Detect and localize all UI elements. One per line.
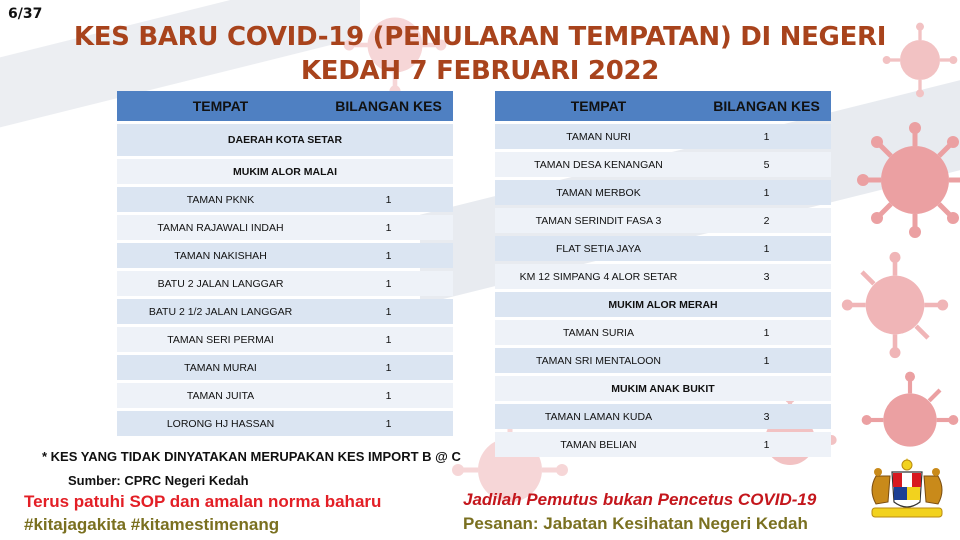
section-label: MUKIM ALOR MERAH xyxy=(495,292,831,317)
place-cell: BATU 2 JALAN LANGGAR xyxy=(117,271,324,296)
table-row xyxy=(495,236,831,261)
table-row xyxy=(495,432,831,457)
section-label: MUKIM ALOR MALAI xyxy=(117,159,453,184)
case-count-cell: 1 xyxy=(324,299,453,324)
footer-left-sop: Terus patuhi SOP dan amalan norma baharu xyxy=(24,492,382,511)
place-cell: LORONG HJ HASSAN xyxy=(117,411,324,436)
footer-left-hashtags: #kitajagakita #kitamestimenang xyxy=(24,515,280,534)
table-row xyxy=(495,348,831,373)
case-count-cell: 3 xyxy=(702,264,831,289)
left-cases-table xyxy=(117,88,453,439)
table-row xyxy=(117,383,453,408)
place-cell: TAMAN BELIAN xyxy=(495,432,702,457)
table-row xyxy=(117,243,453,268)
source-note: Sumber: CPRC Negeri Kedah xyxy=(68,473,249,488)
section-row xyxy=(495,292,831,317)
case-count-cell: 1 xyxy=(324,215,453,240)
place-cell: TAMAN MURAI xyxy=(117,355,324,380)
place-cell: TAMAN LAMAN KUDA xyxy=(495,404,702,429)
case-count-cell: 1 xyxy=(702,124,831,149)
case-count-cell: 1 xyxy=(324,411,453,436)
virus-icon xyxy=(855,120,960,240)
case-count-cell: 5 xyxy=(702,152,831,177)
place-cell: TAMAN RAJAWALI INDAH xyxy=(117,215,324,240)
right-cases-table xyxy=(495,88,831,460)
table-row xyxy=(495,180,831,205)
place-cell: TAMAN SERINDIT FASA 3 xyxy=(495,208,702,233)
footer-right-message: Pesanan: Jabatan Kesihatan Negeri Kedah xyxy=(463,514,808,533)
case-count-cell: 1 xyxy=(324,187,453,212)
place-cell: TAMAN NAKISHAH xyxy=(117,243,324,268)
table-row xyxy=(495,124,831,149)
page-title-date: KEDAH 7 FEBRUARI 2022 xyxy=(300,56,660,86)
case-count-cell: 1 xyxy=(702,180,831,205)
table-row xyxy=(117,327,453,352)
place-cell: TAMAN MERBOK xyxy=(495,180,702,205)
table-row xyxy=(495,264,831,289)
place-cell: FLAT SETIA JAYA xyxy=(495,236,702,261)
place-cell: TAMAN SURIA xyxy=(495,320,702,345)
coat-of-arms-icon xyxy=(862,456,952,522)
column-header-place: TEMPAT xyxy=(495,91,702,121)
column-header-count: BILANGAN KES xyxy=(702,91,831,121)
place-cell: TAMAN SRI MENTALOON xyxy=(495,348,702,373)
case-count-cell: 1 xyxy=(324,383,453,408)
case-count-cell: 1 xyxy=(702,348,831,373)
case-count-cell: 1 xyxy=(324,327,453,352)
case-count-cell: 1 xyxy=(702,432,831,457)
place-cell: TAMAN SERI PERMAI xyxy=(117,327,324,352)
section-row xyxy=(117,124,453,156)
import-case-note: * KES YANG TIDAK DINYATAKAN MERUPAKAN KES IMPORT B @ C xyxy=(42,449,461,464)
place-cell: TAMAN NURI xyxy=(495,124,702,149)
case-count-cell: 3 xyxy=(702,404,831,429)
page-title: KES BARU COVID-19 (PENULARAN TEMPATAN) DI NEGERI xyxy=(73,22,887,52)
case-count-cell: 1 xyxy=(702,320,831,345)
table-row xyxy=(117,187,453,212)
place-cell: TAMAN DESA KENANGAN xyxy=(495,152,702,177)
case-count-cell: 1 xyxy=(702,236,831,261)
column-header-count: BILANGAN KES xyxy=(324,91,453,121)
place-cell: KM 12 SIMPANG 4 ALOR SETAR xyxy=(495,264,702,289)
place-cell: TAMAN PKNK xyxy=(117,187,324,212)
table-row xyxy=(117,215,453,240)
section-row xyxy=(117,159,453,184)
section-label: DAERAH KOTA SETAR xyxy=(117,124,453,156)
table-row xyxy=(117,271,453,296)
place-cell: TAMAN JUITA xyxy=(117,383,324,408)
table-row xyxy=(117,355,453,380)
table-row xyxy=(495,208,831,233)
table-row xyxy=(495,320,831,345)
virus-icon xyxy=(860,370,960,470)
place-cell: BATU 2 1/2 JALAN LANGGAR xyxy=(117,299,324,324)
table-row xyxy=(495,152,831,177)
footer-right-slogan: Jadilah Pemutus bukan Pencetus COVID-19 xyxy=(463,490,817,509)
section-row xyxy=(495,376,831,401)
table-row xyxy=(117,411,453,436)
page-number: 6/37 xyxy=(8,6,43,22)
case-count-cell: 1 xyxy=(324,355,453,380)
table-row xyxy=(117,299,453,324)
case-count-cell: 2 xyxy=(702,208,831,233)
column-header-place: TEMPAT xyxy=(117,91,324,121)
virus-icon xyxy=(840,250,950,360)
table-row xyxy=(495,404,831,429)
case-count-cell: 1 xyxy=(324,271,453,296)
section-label: MUKIM ANAK BUKIT xyxy=(495,376,831,401)
case-count-cell: 1 xyxy=(324,243,453,268)
